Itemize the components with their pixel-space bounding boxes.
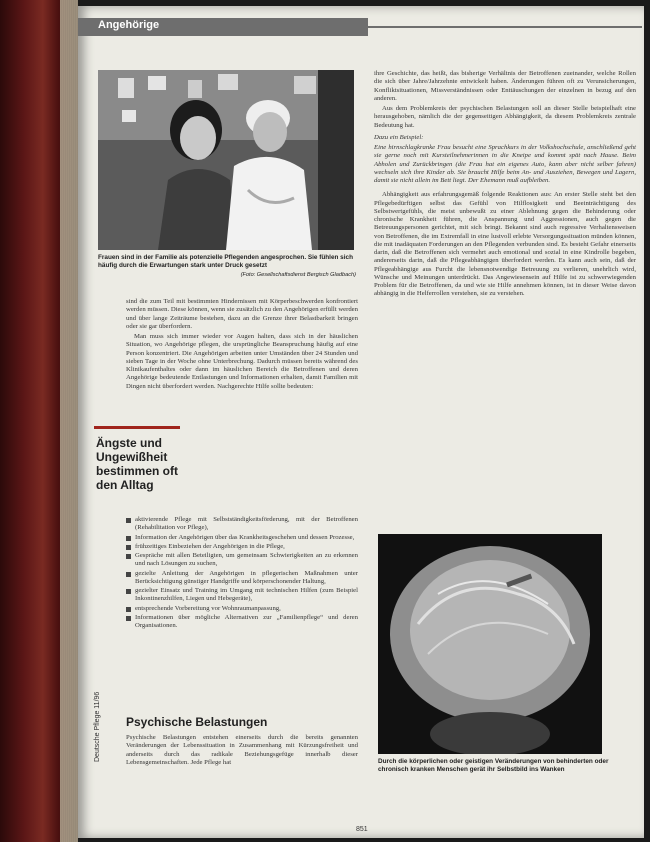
bullet-list — [126, 516, 358, 630]
left-column-top — [126, 298, 358, 393]
right-column-top — [374, 70, 636, 301]
photo2-caption — [378, 758, 610, 775]
left-column-bullets — [126, 516, 358, 631]
subheading-psychische: Psychische Belastungen — [126, 715, 268, 729]
journal-side-label: Deutsche Pflege 11/96 — [94, 691, 101, 762]
list-item: aktivierende Pflege mit Selbstständigkeitsförderung, mit der Betroffenen (Rehabilitation vor Pflege), — [126, 516, 358, 533]
paragraph: Abhängigkeit aus erfahrungsgemäß folgende Reaktionen aus: An erster Stelle steht bei den Pflegebedürftigen selbst das Gefühl von Hilflosigkeit und Beeinträchtigung des Selbstwertgefühls, die meist unbewußt zu einer Ablehnung gegen die Behinderung oder chronische Krankheit führen, die Anspannung und Aggressionen, auch gegen die Betreuungspersonen gerichtet, mit sich bringt. Bekannt sind auch regressive Verhaltensweisen von Betroffenen, die im Extremfall in eine lustvoll erlebte Versorgungssituation münden können, die mit inadäquaten Forderungen an den Pflegenden verbunden sind. Es besteht Gefahr einerseits darin, daß die Betroffenen sich vermehrt auch emotional und sozial in eine Kindrolle begeben, andererseits darin, daß die Pflegeabhängigen überfordert werden. Es kann auch sein, daß der Pflegeabhängige aus Furcht die lebensnotwendige Betreuung zu verlieren, unehrlich wird, Wünsche und Meinungen unterdrückt. Das Angewiesensein auf Hilfe ist zu schwerwiegenden Problem für die Betroffenen, da und wie sie Hilfe annehmen können, ist in dieser Weise davon abhängig in die Helferrollen verstehen, sie zu verstehen. — [374, 191, 636, 298]
paragraph: Man muss sich immer wieder vor Augen halten, dass sich in der häuslichen Situation, wo Angehörige pflegen, die ursprüngliche Beanspruchung häufig auf eine Person konzentriert. Die Angehörigen arbeiten unter Umständen über 24 Stunden und sieben Tage in der Woche ohne Unterbrechung. Dadurch müssen bereits während des Klinikaufenthaltes oder dann im häuslichen Bereich die Betroffenen und deren Angehörige bedeutende Entlastungen und Informationen erhalten, damit Familien mit Dingen nicht überfordert werden. Nachgerechte Hilfe sollte bedeuten: — [126, 333, 358, 390]
list-item: gezielter Einsatz und Training im Umgang mit technischen Hilfen (zum Beispiel Inkontinenzhilfen, Liegen und Hebegeräte), — [126, 587, 358, 604]
header-rule — [368, 26, 642, 28]
side-heading-text: Ängste und Ungewißheit bestimmen oft den Alltag — [96, 436, 179, 492]
photo-two-women — [98, 70, 354, 250]
photo-grey-hair — [378, 534, 602, 754]
book-spine — [0, 0, 78, 842]
page-edges — [60, 0, 78, 842]
paragraph: Aus dem Problemkreis der psychischen Belastungen soll an dieser Stelle beispielhaft eine herausgehoben, nämlich die der gegenseitigen Abhängigkeit, da diesem Problemkreis zentrale Bedeutung hat. — [374, 105, 636, 129]
photo1-caption-text: Frauen sind in der Familie als potenzielle Pflegenden angesprochen. Sie fühlen sich häufig durch die Erwartungen stark unter Druck gesetzt — [98, 254, 353, 270]
section-title: Angehörige — [98, 19, 160, 31]
list-item: gezielte Anleitung der Angehörigen in pflegerischen Maßnahmen unter Berücksichtigung günstiger Handgriffe und körperschonender Haltung, — [126, 570, 358, 587]
example-heading: Dazu ein Beispiel: — [374, 133, 424, 141]
left-column-bottom — [126, 734, 358, 769]
paragraph: ihre Geschichte, das heißt, das bisherige Verhältnis der Betroffenen zueinander, welche Rollen die sich über Jahre/Jahrzehnte entwickelt haben. Änderungen führen oft zu Verunsicherungen, Konfliktsituationen, Missverständnissen oder Enttäuschungen der einzelnen in bezug auf den anderen. — [374, 70, 636, 102]
photo2-caption-text: Durch die körperlichen oder geistigen Veränderungen von behinderten oder chronisch kranken Menschen gerät ihr Selbstbild ins Wanken — [378, 758, 609, 774]
paragraph: Psychische Belastungen entstehen einerseits durch die bereits genannten Veränderungen der Lebenssituation in Zusammenhang mit Kürzungsfreiheit und anderseits durch das radikale Beziehungsgefüge innerhalb dieser Lebensgemeinschaften. Jede Pflege hat — [126, 734, 358, 766]
book-page — [78, 6, 644, 838]
page-number: 851 — [356, 826, 368, 833]
paragraph: sind die zum Teil mit bestimmten Hindernissen mit Körperbeschwerden konfrontiert werden müssen. Diese können, wenn sie zusätzlich zu den Angehörigen erfüllt werden und über lange Zeiträume bestehen, dazu an die Grenze ihrer Belastbarkeit bringen oder sie gar überfordern. — [126, 298, 358, 330]
example-text: Eine hirnschlagkranke Frau besucht eine Sprachkurs in der Volkshochschule, anschließend geht sie gerne noch mit Kursteilnehmerinnen in die Kneipe und kommt spät nach Hause. Beim Abholen und Zurückbringen (die Frau hat ein eigenes Auto, kann aber nicht selber fahren) wechseln sich ihre Kinder ab. Sie braucht Hilfe beim An- und Ausziehen, Bewegen und Lagern, damit sie nicht allein im Bett liegt. Der Ehemann muß aufbleiben. — [374, 144, 636, 184]
list-item: Information der Angehörigen über das Krankheitsgeschehen und dessen Prozesse, — [126, 534, 358, 542]
side-heading — [96, 436, 182, 492]
photo1-caption — [98, 254, 356, 279]
side-heading-rule — [94, 426, 180, 429]
list-item: Informationen über mögliche Alternativen zur „Familienpflege“ und deren Organisationen. — [126, 614, 358, 631]
photo1-credit: (Foto: Gesellschaftsdienst Bergisch Gladbach) — [240, 271, 356, 278]
section-header — [78, 18, 368, 36]
list-item: Gespräche mit allen Beteiligten, um gemeinsam Schwierigkeiten an zu erkennen und nach Lösungen zu suchen, — [126, 552, 358, 569]
list-item: entsprechende Vorbereitung vor Wohnraumanpassung, — [126, 605, 358, 613]
list-item: frühzeitiges Einbeziehen der Angehörigen in die Pflege, — [126, 543, 358, 551]
